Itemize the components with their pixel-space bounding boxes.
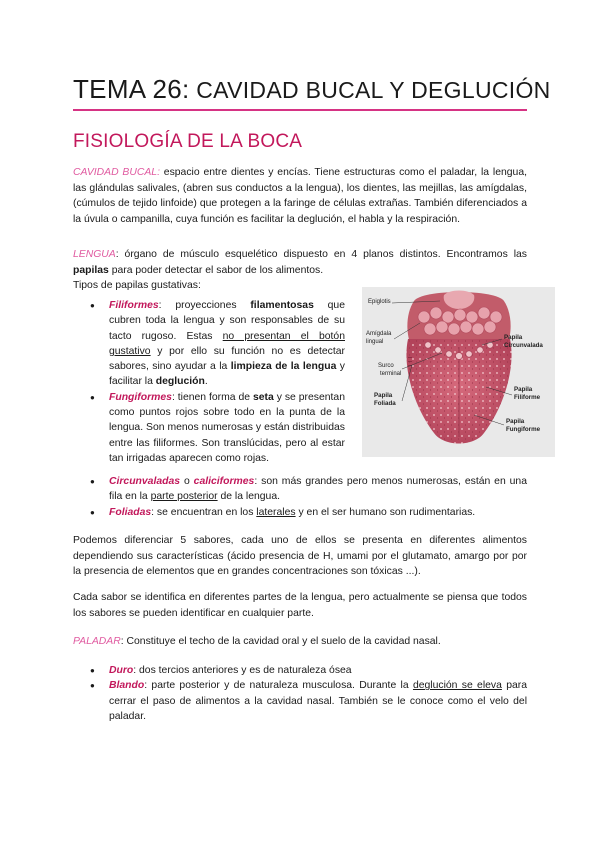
label-foliada-1: Papila xyxy=(374,392,393,399)
circunvaladas-text-c: de la lengua. xyxy=(217,491,280,503)
label-fungiforme-1: Papila xyxy=(506,418,525,425)
title-underline xyxy=(73,109,527,111)
label-foliada-2: Foliada xyxy=(374,400,396,407)
list-item-foliadas xyxy=(90,505,527,520)
filiformes-text-i: . xyxy=(204,376,208,388)
tipos-papilas: Tipos de papilas gustativas: xyxy=(73,280,201,291)
lengua-text-1: : órgano de músculo esquelético dispuesto en 4 planos distintos. Encontramos las xyxy=(115,249,527,260)
lengua-term: LENGUA xyxy=(73,249,116,260)
paladar-paragraph xyxy=(73,634,527,650)
blando-term: Blando xyxy=(109,680,145,692)
list-item-duro xyxy=(90,663,527,678)
sabores-paragraph: Podemos diferenciar 5 sabores, cada uno de ellos se presenta en diferentes alimentos dependiendo sus características (ácido presencia de H, umami por el glutamato, amargo por por la presencia de elementos que en grandes concentraciones son tóxicas ...). xyxy=(73,535,527,578)
fungiformes-text-a: : tienen forma de xyxy=(171,391,253,403)
list-item-blando xyxy=(90,678,527,724)
label-filiforme-1: Papila xyxy=(514,386,533,393)
cavidad-bucal-term: CAVIDAD BUCAL: xyxy=(73,167,160,178)
duro-term: Duro xyxy=(109,665,134,676)
filiformes-text-e: y por ello su función no es detectar sabores, sino ayudar a la xyxy=(109,345,345,373)
title-text: CAVIDAD BUCAL Y DEGLUCIÓN xyxy=(189,77,551,103)
circunvaladas-term: Circunvaladas xyxy=(109,476,181,487)
lengua-paragraph xyxy=(73,247,527,278)
paladar-term: PALADAR xyxy=(73,636,121,647)
label-circunvalada-2: Circunvalada xyxy=(504,342,543,349)
blando-text-c: para cerrar el paso de alimentos a la cavidad nasal. También se le conoce como el velo del paladar. xyxy=(109,680,528,722)
circunvaladas-text-b: parte posterior xyxy=(150,491,218,503)
filiformes-text-d: no presentan el botón gustativo xyxy=(109,330,345,357)
title-number: TEMA 26: xyxy=(73,74,190,104)
label-surco-2: terminal xyxy=(380,371,402,377)
blando-text-a: : parte posterior y de naturaleza musculosa. Durante la xyxy=(144,680,413,692)
label-epiglotis: Epiglotis xyxy=(368,299,391,305)
label-amigdala-2: lingual xyxy=(366,339,384,345)
papilas-list-upper xyxy=(90,298,345,466)
label-fungiforme-2: Fungiforme xyxy=(506,426,541,433)
duro-text: : dos tercios anteriores y es de naturaleza ósea xyxy=(133,665,352,676)
zonas-paragraph: Cada sabor se identifica en diferentes partes de la lengua, pero actualmente se piensa que todos los sabores se pueden identificar en cualquier parte. xyxy=(73,592,527,619)
foliadas-text-b: laterales xyxy=(256,506,296,518)
filiformes-text-f: limpieza de la lengua xyxy=(230,361,337,373)
section-heading: FISIOLOGÍA DE LA BOCA xyxy=(73,131,303,152)
filiformes-text-a: : proyecciones xyxy=(158,300,251,311)
page-title xyxy=(73,74,551,105)
label-filiforme-2: Filiforme xyxy=(514,394,541,401)
fungiformes-term: Fungiformes xyxy=(109,391,172,403)
circunvaladas-text-a: : son más grandes pero menos numerosas, están en una fila en la xyxy=(109,476,527,503)
filiformes-text-c: que cubren toda la lengua y son responsables de su tacto rugoso. Estas xyxy=(109,300,345,342)
list-item-fungiformes xyxy=(90,390,345,466)
foliadas-text-c: y en el ser humano son rudimentarias. xyxy=(295,506,476,518)
papilas-list-lower xyxy=(90,474,527,520)
filiformes-term: Filiformes xyxy=(109,300,159,311)
label-amigdala-1: Amígdala xyxy=(366,331,392,337)
fungiformes-text-c: y se presentan como puntos rojos sobre todo en la punta de la lengua. Son menos numerosas y están distribuidas entre las filiformes. Son translúcidas, pero al estar tan irrigadas aparecen como rojas. xyxy=(109,391,345,464)
foliadas-text-a: : se encuentran en los xyxy=(151,506,257,518)
list-item-filiformes xyxy=(90,298,345,390)
label-surco-1: Surco xyxy=(378,363,394,369)
filiformes-text-h: deglución xyxy=(155,376,205,388)
lengua-text-2: para poder detectar el sabor de los alimentos. xyxy=(108,264,324,276)
caliciformes-term: caliciformes xyxy=(193,476,255,487)
cavidad-bucal-paragraph xyxy=(73,165,527,227)
filiformes-text-b: filamentosas xyxy=(250,300,314,311)
lengua-papilas: papilas xyxy=(73,264,109,276)
circunvaladas-o: o xyxy=(180,476,194,487)
tongue-illustration xyxy=(362,287,555,457)
foliadas-term: Foliadas xyxy=(109,506,152,518)
paladar-list xyxy=(90,663,527,724)
blando-text-b: deglución se eleva xyxy=(412,680,502,692)
fungiformes-text-b: seta xyxy=(253,391,274,403)
label-circunvalada-1: Papila xyxy=(504,334,523,341)
filiformes-text-g: y facilitar la xyxy=(109,361,345,388)
tongue-figure xyxy=(362,287,555,457)
cavidad-bucal-text: espacio entre dientes y encías. Tiene estructuras como el paladar, la lengua, las glándulas salivales, (abren sus conductos a la lengua), los dientes, las mejillas, las amígdalas, (cúmulos de tejido linfoide) que protegen a la faringe de células extrañas. También diferenciados a la úvula o campanilla, cuya función es facilitar la deglución, el habla y la respiración. xyxy=(73,167,527,225)
list-item-circunvaladas xyxy=(90,474,527,505)
paladar-text: : Constituye el techo de la cavidad oral y el suelo de la cavidad nasal. xyxy=(120,636,441,647)
